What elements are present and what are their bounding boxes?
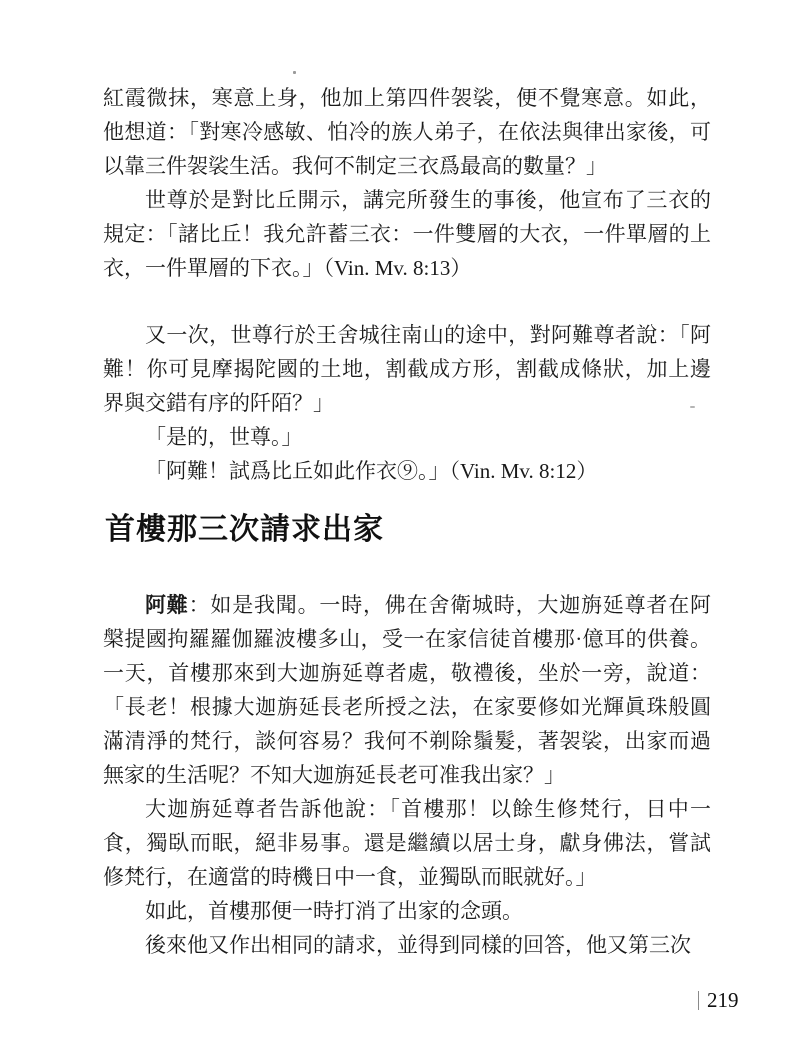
paragraph-text: ：如是我聞。一時，佛在舍衛城時，大迦旃延尊者在阿槃提國拘羅羅伽羅波樓多山，受一在家信徒首樓那·億耳的供養。一天，首樓那來到大迦旃延尊者處，敬禮後，坐於一旁，說道：「長老！根據大迦旃延長老所授之法，在家要修如光輝眞珠般圓滿清淨的梵行，談何容易？我何不剃除鬚髮，著袈裟，出家而過無家的生活呢？不知大迦旃延長老可准我出家？」 [103,593,712,787]
paragraph: 「是的，世尊。」 [145,425,303,449]
section-heading: 首樓那三次請求出家 [105,513,384,546]
paragraph-with-footnote: 「阿難！試爲比丘如此作衣⑨。」（Vin. Mv. 8:12） [145,459,598,483]
paragraph-continuation: 紅霞微抹，寒意上身，他加上第四件袈裟，便不覺寒意。如此，他想道：「對寒冷感敏、怕冷的族人弟子，在依法與律出家後，可以靠三件袈裟生活。我何不制定三衣爲最高的數量？」 [103,86,711,178]
speaker-name: 阿難 [145,593,189,617]
paragraph: 後來他又作出相同的請求，並得到同樣的回答，他又第三次 [145,933,691,957]
paragraph: 世尊於是對比丘開示，講完所發生的事後，他宣布了三衣的規定：「諸比丘！我允許蓄三衣：一件雙層的大衣，一件單層的上衣，一件單層的下衣。」（Vin. Mv. 8:13） [103,188,711,280]
paragraph: 如此，首樓那便一時打消了出家的念頭。 [145,899,523,923]
paragraph: 大迦旃延尊者告訴他說：「首樓那！以餘生修梵行，日中一食，獨臥而眠，絕非易事。還是繼續以居士身，獻身佛法，嘗試修梵行，在適當的時機日中一食，並獨臥而眠就好。」 [103,797,711,889]
text-block [103,81,711,962]
folio-divider [698,991,699,1010]
paragraph: 又一次，世尊行於王舍城往南山的途中，對阿難尊者說：「阿難！你可見摩揭陀國的土地，割截成方形，割截成條狀，加上邊界與交錯有序的阡陌？」 [103,323,711,415]
paragraph [103,588,711,792]
page-number: 219 [707,988,739,1012]
scan-speck [293,71,296,74]
page-number-area [698,989,739,1011]
